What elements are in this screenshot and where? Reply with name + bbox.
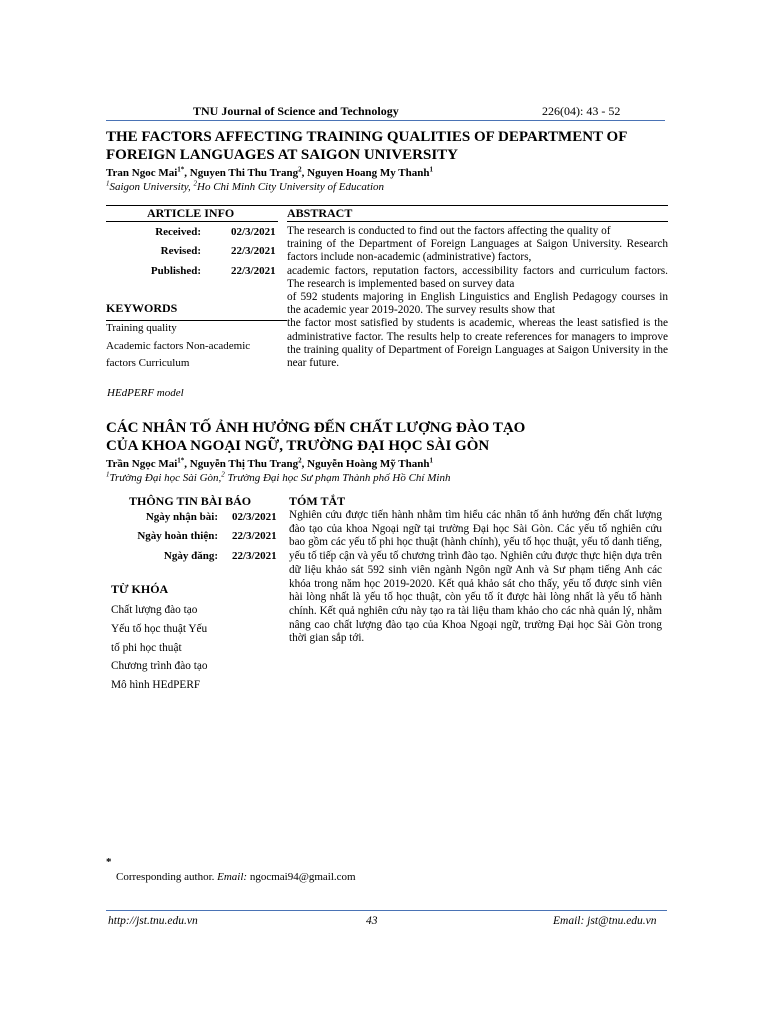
english-authors: Tran Ngoc Mai$^{1*}$, Nguyen Thi Thu Trang$^2$, Nguyen Hoang My Thanh$^1$ [106,165,433,179]
received-label: Received: [155,226,201,238]
english-affiliations [106,181,384,193]
affil-sup: 2 [221,470,225,479]
vn-revised-value: 22/3/2021 [232,530,277,542]
received-value: 02/3/2021 [231,226,276,238]
footnote-email-label: Email: [217,871,248,883]
keyword: factors Curriculum [106,357,190,369]
vn-revised-label: Ngày hoàn thiện: [137,530,218,542]
keyword: Yếu tố học thuật Yếu [111,622,208,635]
english-abstract [287,225,668,370]
vn-keywords-heading: TỪ KHÓA [111,582,169,596]
footnote-mark: * [106,856,112,868]
abstract-heading: ABSTRACT [287,206,353,220]
vietnamese-authors: Trần Ngọc Mai$^{1*}$, Nguyễn Thị Thu Trang$^2$, Nguyễn Hoàng Mỹ Thanh$^1$ [106,456,433,470]
footnote-prefix: Corresponding author. [116,871,218,883]
author-name: Nguyễn Thị Thu Trang [189,458,299,470]
affil-sup: 1 [106,470,110,479]
vn-article-info-heading: THÔNG TIN BÀI BÁO [129,494,252,508]
vn-received-label: Ngày nhận bài: [145,511,218,523]
revised-value: 22/3/2021 [231,245,276,257]
footnote-email: ngocmai94@gmail.com [247,871,356,883]
author-name: Tran Ngoc Mai [106,167,178,179]
footer-rule [106,910,667,911]
published-label: Published: [150,265,201,277]
vietnamese-affiliations [106,472,450,484]
abstract-line: training of the Department of Foreign Languages at Saigon University. Research factors include non-academic (administrative) factors, [287,238,668,264]
author-name: Trần Ngọc Mai [106,458,178,470]
author-name: Nguyen Thi Thu Trang [189,167,299,179]
revised-label: Revised: [160,245,201,257]
footer-url[interactable]: http://jst.tnu.edu.vn [108,915,198,927]
affiliation: Trường Đại học Sài Gòn, [109,472,222,484]
keyword: Training quality [106,322,177,334]
english-title [106,128,686,164]
vietnamese-title-line2: CỦA KHOA NGOẠI NGỮ, TRƯỜNG ĐẠI HỌC SÀI GÒN [106,438,490,454]
vn-published-value: 22/3/2021 [232,550,277,562]
english-keywords [106,320,250,373]
keyword: Chất lượng đào tạo [111,604,198,616]
affil-sup: 1 [106,179,110,188]
affiliation: Saigon University, [109,181,194,193]
author-sup: 1 [429,165,433,174]
keyword: Academic factors Non-academic [106,339,251,352]
issue-pages: 226(04): 43 - 52 [542,104,621,118]
author-sup: 1* [177,165,185,174]
keyword: Mô hình HEdPERF [111,679,201,692]
article-info-heading: ARTICLE INFO [147,206,235,220]
keywords-heading: KEYWORDS [106,301,178,315]
author-sup: 2 [298,165,302,174]
vn-abstract-heading: TÓM TẮT [289,494,346,508]
vn-received-value: 02/3/2021 [232,511,277,523]
keyword: tố phi học thuật [111,641,182,654]
english-title-line1: THE FACTORS AFFECTING TRAINING QUALITIES OF DEPARTMENT OF [106,129,628,145]
affiliation: Ho Chi Minh City University of Education [197,181,385,193]
author-sup: 1* [177,456,185,465]
abstract-line: the factor most satisfied by students is academic, whereas the least satisfied is the administrative factor. The results help to create references for managers to improve the training quality of Department of Foreign Languages at Saigon University in the near future. [287,317,668,370]
abstract-line: The research is conducted to find out the factors affecting the quality of [287,225,611,237]
abstract-line: academic factors, reputation factors, accessibility factors and curriculum factors. The research is implemented based on survey data [287,264,668,290]
english-title-line2: FOREIGN LANGUAGES AT SAIGON UNIVERSITY [106,147,459,163]
affiliation: Trường Đại học Sư phạm Thành phố Hồ Chí Minh [224,472,451,484]
vietnamese-abstract: Nghiên cứu được tiến hành nhằm tìm hiểu các nhân tố ảnh hưởng đến chất lượng đào tạo của khoa Ngoại ngữ tại trường Đại học Sài Gòn. Các yếu tố nghiên cứu bao gồm các yếu tố phi học thuật (hành chính), yếu tố học thuật, yếu tố danh tiếng, yếu tố tiếp cận và yếu tố chương trình đào tạo. Nghiên cứu được thực hiện dựa trên dữ liệu khảo sát 592 sinh viên ngành Ngôn ngữ Anh và Sư phạm tiếng Anh các khóa trong năm học 2019-2020. Kết quả khảo sát cho thấy, yếu tố được sinh viên hài lòng nhất là yếu tố học thuật, còn yếu tố ít được hài lòng nhất là yếu tố hành chính. Kết quả nghiên cứu này tạo ra tài liệu tham khảo cho các nhà quản lý, nhằm nâng cao chất lượng đào tạo của Khoa Ngoại ngữ, trường Đại học Sài Gòn trong thời gian sắp tới. [289,509,662,645]
page-number: 43 [366,915,378,927]
info-sub-rule [106,221,278,222]
author-sup: 1 [429,456,433,465]
vn-published-label: Ngày đăng: [163,550,218,562]
published-value: 22/3/2021 [231,265,276,277]
footer-email[interactable]: Email: jst@tnu.edu.vn [553,915,657,927]
author-sup: 2 [298,456,302,465]
author-name: Nguyễn Hoàng Mỹ Thanh [307,458,430,470]
affil-sup: 2 [193,179,198,188]
vietnamese-title [106,419,686,455]
journal-name: TNU Journal of Science and Technology [193,104,399,118]
abstract-line: of 592 students majoring in English Linguistics and English Pedagogy courses in the academic year 2019-2020. The survey results show that [287,291,668,317]
author-name: Nguyen Hoang My Thanh [307,167,430,179]
footnote [116,871,356,883]
keyword: HEdPERF model [107,387,184,399]
header-rule [106,120,665,121]
vietnamese-title-line1: CÁC NHÂN TỐ ẢNH HƯỞNG ĐẾN CHẤT LƯỢNG ĐÀO TẠO [106,420,526,436]
vietnamese-keywords [111,601,208,695]
keyword: Chương trình đào tạo [111,660,208,673]
abstract-sub-rule [287,221,668,222]
